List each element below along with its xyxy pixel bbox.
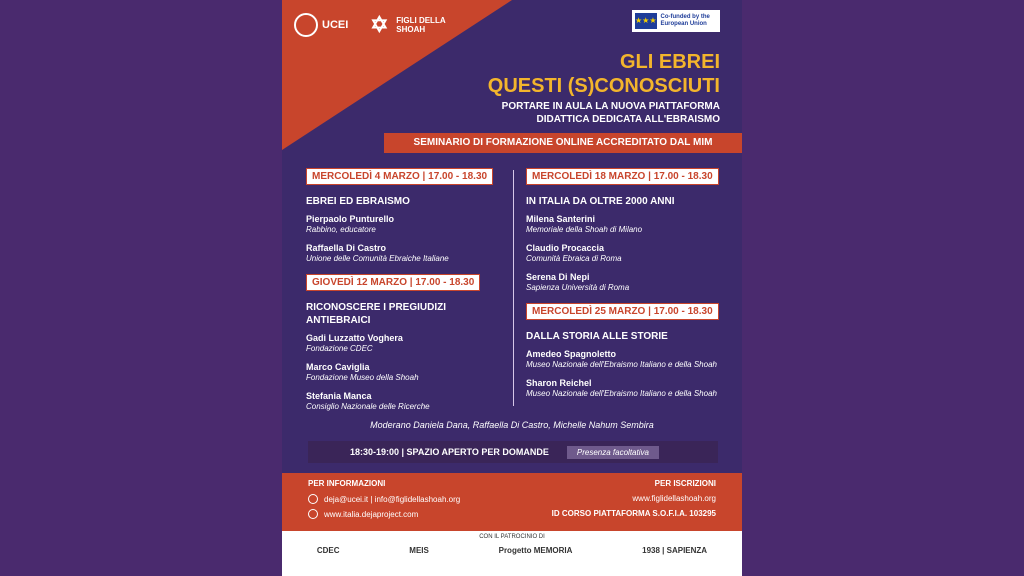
info-email[interactable]: deja@ucei.it | info@figlidellashoah.org bbox=[324, 494, 461, 504]
speaker: Stefania Manca Consiglio Nazionale delle Ricerche bbox=[306, 391, 430, 411]
poster-subtitle: PORTARE IN AULA LA NUOVA PIATTAFORMA DIDATTICA DEDICATA ALL'EBRAISMO bbox=[501, 101, 720, 125]
course-id: ID CORSO PIATTAFORMA S.O.F.I.A. 103295 bbox=[551, 509, 716, 518]
speaker: Amedeo Spagnoletto Museo Nazionale dell'Ebraismo Italiano e della Shoah bbox=[526, 349, 717, 369]
patronage-logos bbox=[282, 546, 742, 555]
register-block bbox=[552, 479, 716, 518]
figli-shoah-logo: ✡ FIGLI DELLA SHOAH bbox=[366, 12, 446, 38]
patron-logo: MEIS bbox=[409, 546, 429, 555]
speaker: Marco Caviglia Fondazione Museo della Shoah bbox=[306, 362, 419, 382]
session-title: RICONOSCERE I PREGIUDIZI ANTIEBRAICI bbox=[306, 302, 447, 326]
star-of-david-icon: ✡ bbox=[370, 12, 389, 37]
speaker: Sharon Reichel Museo Nazionale dell'Ebraismo Italiano e della Shoah bbox=[526, 378, 717, 398]
speaker: Milena Santerini Memoriale della Shoah di Milano bbox=[526, 214, 643, 234]
session-4 bbox=[526, 301, 726, 399]
session-1 bbox=[306, 166, 501, 264]
logos-row bbox=[294, 12, 446, 38]
eu-flag-icon: ★★★ bbox=[635, 13, 657, 29]
ucei-logo: UCEI bbox=[294, 13, 348, 37]
right-column bbox=[526, 166, 726, 407]
speaker: Gadi Luzzatto Voghera Fondazione CDEC bbox=[306, 333, 403, 353]
email-icon bbox=[308, 494, 318, 504]
patron-logo: CDEC bbox=[316, 546, 340, 555]
session-title: EBREI ED EBRAISMO bbox=[306, 196, 410, 207]
speaker: Raffaella Di Castro Unione delle Comunità Ebraiche Italiane bbox=[306, 243, 449, 263]
session-title: IN ITALIA DA OLTRE 2000 ANNI bbox=[526, 196, 675, 207]
info-block bbox=[308, 479, 460, 524]
speaker: Claudio Procaccia Comunità Ebraica di Roma bbox=[526, 243, 622, 263]
register-website-link[interactable]: www.figlidellashoah.org bbox=[632, 494, 716, 503]
optional-badge: Presenza facoltativa bbox=[567, 446, 659, 459]
eu-cofunded-badge: ★★★ Co-funded by the European Union bbox=[632, 10, 720, 32]
session-3 bbox=[526, 166, 726, 293]
questions-text: 18:30-19:00 | SPAZIO APERTO PER DOMANDE bbox=[350, 447, 549, 457]
patronage-footer bbox=[282, 531, 742, 576]
globe-icon bbox=[308, 509, 318, 519]
speaker: Serena Di Nepi Sapienza Università di Roma bbox=[526, 272, 630, 292]
info-website-link[interactable]: www.italia.dejaproject.com bbox=[324, 509, 419, 519]
poster-title: GLI EBREI QUESTI (S)CONOSCIUTI bbox=[487, 51, 720, 97]
info-label: PER INFORMAZIONI bbox=[308, 479, 386, 488]
session-date: MERCOLEDÌ 25 MARZO | 17.00 - 18.30 bbox=[526, 303, 719, 320]
session-2 bbox=[306, 272, 501, 412]
speaker: Pierpaolo Punturello Rabbino, educatore bbox=[306, 214, 395, 234]
seminar-banner: SEMINARIO DI FORMAZIONE ONLINE ACCREDITATO DAL MIM bbox=[384, 133, 742, 153]
questions-bar bbox=[308, 441, 718, 463]
register-label: PER ISCRIZIONI bbox=[654, 479, 716, 488]
patronage-label: CON IL PATROCINIO DI bbox=[479, 534, 545, 540]
column-divider bbox=[513, 170, 514, 406]
event-poster bbox=[282, 0, 742, 576]
patron-logo: 1938 | SAPIENZA bbox=[642, 546, 708, 555]
session-title: DALLA STORIA ALLE STORIE bbox=[526, 331, 668, 342]
session-date: GIOVEDÌ 12 MARZO | 17.00 - 18.30 bbox=[306, 274, 480, 291]
patron-logo: Progetto MEMORIA bbox=[498, 546, 573, 555]
left-column bbox=[306, 166, 501, 420]
session-date: MERCOLEDÌ 4 MARZO | 17.00 - 18.30 bbox=[306, 168, 493, 185]
info-band bbox=[282, 473, 742, 531]
ucei-logo-icon bbox=[294, 13, 318, 37]
moderators-line: Moderano Daniela Dana, Raffaella Di Castro, Michelle Nahum Sembira bbox=[370, 420, 654, 430]
session-date: MERCOLEDÌ 18 MARZO | 17.00 - 18.30 bbox=[526, 168, 719, 185]
